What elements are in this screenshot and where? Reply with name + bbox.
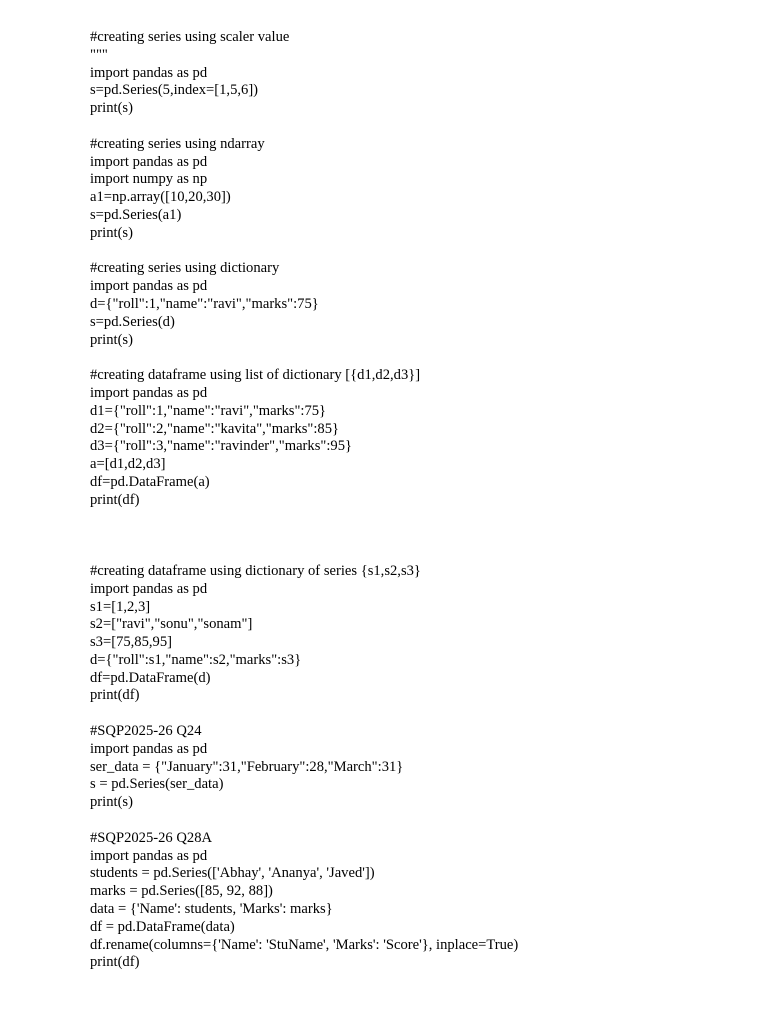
- blank-line: [90, 812, 750, 830]
- code-line: print(df): [90, 954, 140, 971]
- code-listing: [90, 29, 750, 972]
- code-line: a=[d1,d2,d3]: [90, 456, 166, 473]
- code-block: [90, 136, 750, 243]
- code-line: s=pd.Series(d): [90, 313, 175, 330]
- code-line: s=pd.Series(a1): [90, 206, 182, 223]
- code-line: print(s): [90, 224, 133, 241]
- code-line: print(s): [90, 100, 133, 117]
- code-line: students = pd.Series(['Abhay', 'Ananya', 'Javed']): [90, 865, 375, 882]
- code-line: d={"roll":1,"name":"ravi","marks":75}: [90, 295, 319, 312]
- code-line: import pandas as pd: [90, 153, 208, 170]
- blank-line: [90, 243, 750, 261]
- blank-line: [90, 527, 750, 545]
- code-block: [90, 367, 750, 509]
- code-comment-line: #creating dataframe using list of dictionary [{d1,d2,d3}]: [90, 367, 421, 384]
- blank-line: [90, 349, 750, 367]
- blank-line: [90, 705, 750, 723]
- code-line: df.rename(columns={'Name': 'StuName', 'Marks': 'Score'}, inplace=True): [90, 936, 519, 953]
- code-line: df=pd.DataFrame(a): [90, 473, 210, 490]
- code-block: [90, 723, 750, 812]
- code-comment-line: #creating series using dictionary: [90, 260, 280, 277]
- code-line: print(s): [90, 794, 133, 811]
- code-line: """: [90, 46, 108, 63]
- code-line: d3={"roll":3,"name":"ravinder","marks":95}: [90, 438, 352, 455]
- code-line: import pandas as pd: [90, 847, 208, 864]
- code-block: [90, 29, 750, 118]
- blank-line: [90, 545, 750, 563]
- blank-line: [90, 510, 750, 528]
- code-comment-line: #creating series using ndarray: [90, 135, 265, 152]
- code-block: [90, 563, 750, 705]
- code-block: [90, 260, 750, 349]
- code-line: s2=["ravi","sonu","sonam"]: [90, 616, 253, 633]
- code-line: df = pd.DataFrame(data): [90, 918, 235, 935]
- code-line: ser_data = {"January":31,"February":28,"March":31}: [90, 758, 404, 775]
- code-line: s1=[1,2,3]: [90, 598, 151, 615]
- code-comment-line: #creating series using scaler value: [90, 29, 290, 45]
- code-line: import pandas as pd: [90, 384, 208, 401]
- code-line: d1={"roll":1,"name":"ravi","marks":75}: [90, 402, 327, 419]
- code-line: s3=[75,85,95]: [90, 634, 173, 651]
- code-comment-line: #SQP2025-26 Q28A: [90, 829, 213, 846]
- code-line: s=pd.Series(5,index=[1,5,6]): [90, 82, 259, 99]
- code-line: s = pd.Series(ser_data): [90, 776, 224, 793]
- code-line: print(df): [90, 687, 140, 704]
- code-line: import pandas as pd: [90, 580, 208, 597]
- code-line: import numpy as np: [90, 171, 208, 188]
- code-line: marks = pd.Series([85, 92, 88]): [90, 883, 273, 900]
- code-line: a1=np.array([10,20,30]): [90, 189, 231, 206]
- code-comment-line: #creating dataframe using dictionary of series {s1,s2,s3}: [90, 562, 421, 579]
- code-line: import pandas as pd: [90, 64, 208, 81]
- code-line: d={"roll":s1,"name":s2,"marks":s3}: [90, 651, 302, 668]
- code-line: data = {'Name': students, 'Marks': marks}: [90, 901, 333, 918]
- code-comment-line: #SQP2025-26 Q24: [90, 723, 202, 740]
- code-line: import pandas as pd: [90, 278, 208, 295]
- code-line: print(s): [90, 331, 133, 348]
- code-line: d2={"roll":2,"name":"kavita","marks":85}: [90, 420, 340, 437]
- code-block: [90, 830, 750, 972]
- blank-line: [90, 118, 750, 136]
- code-line: df=pd.DataFrame(d): [90, 669, 211, 686]
- code-line: import pandas as pd: [90, 740, 208, 757]
- code-line: print(df): [90, 491, 140, 508]
